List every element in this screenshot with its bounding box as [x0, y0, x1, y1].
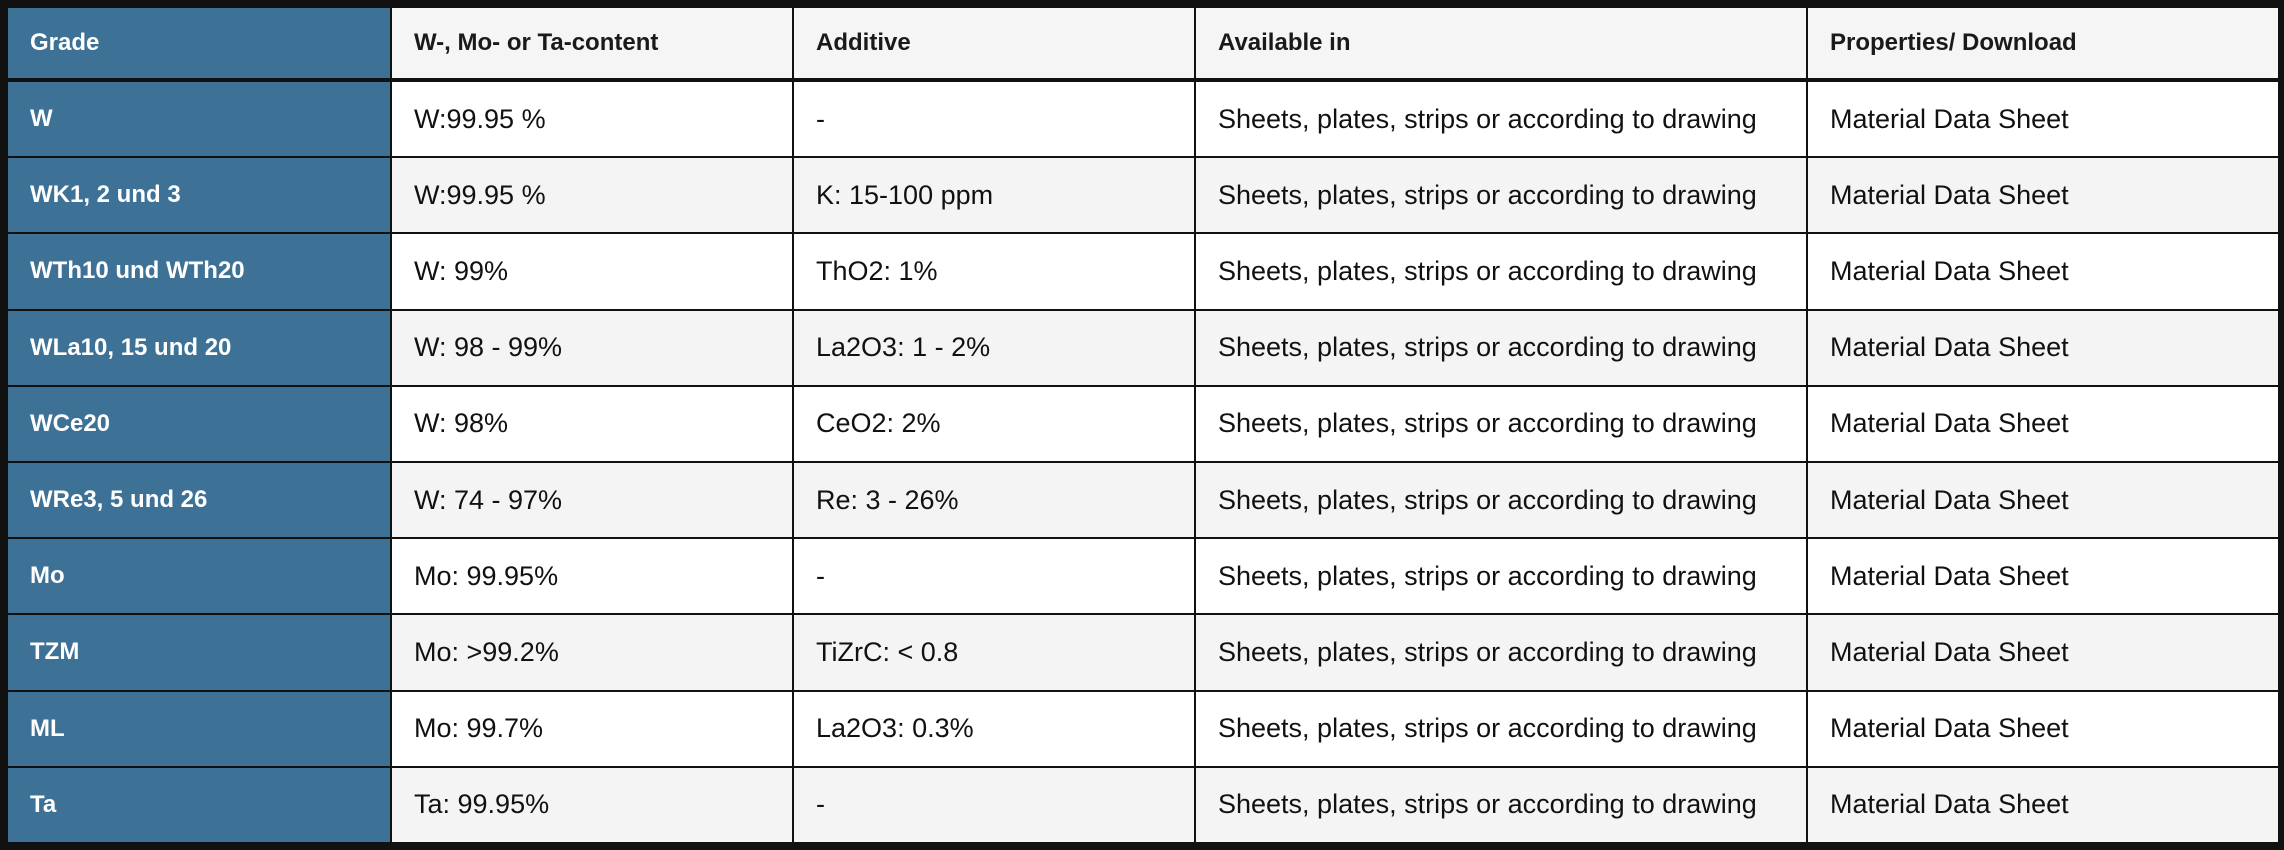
additive-cell: La2O3: 1 - 2% [793, 310, 1195, 386]
grade-cell: WLa10, 15 und 20 [7, 310, 391, 386]
header-row [7, 7, 2279, 80]
available-cell: Sheets, plates, strips or according to drawing [1195, 691, 1807, 767]
additive-cell: K: 15-100 ppm [793, 157, 1195, 233]
available-cell: Sheets, plates, strips or according to drawing [1195, 538, 1807, 614]
download-link[interactable]: Material Data Sheet [1807, 462, 2279, 538]
grade-cell: WRe3, 5 und 26 [7, 462, 391, 538]
additive-cell: - [793, 80, 1195, 157]
grade-cell: WCe20 [7, 386, 391, 462]
grade-cell: ML [7, 691, 391, 767]
available-cell: Sheets, plates, strips or according to drawing [1195, 614, 1807, 690]
content-cell: W:99.95 % [391, 157, 793, 233]
download-link[interactable]: Material Data Sheet [1807, 233, 2279, 309]
table-row [7, 538, 2279, 614]
additive-cell: TiZrC: < 0.8 [793, 614, 1195, 690]
header-properties-download: Properties/ Download [1807, 7, 2279, 80]
table-row [7, 233, 2279, 309]
table-row [7, 691, 2279, 767]
download-link[interactable]: Material Data Sheet [1807, 538, 2279, 614]
table-row [7, 386, 2279, 462]
content-cell: Mo: 99.7% [391, 691, 793, 767]
grade-cell: WK1, 2 und 3 [7, 157, 391, 233]
additive-cell: ThO2: 1% [793, 233, 1195, 309]
grade-cell: WTh10 und WTh20 [7, 233, 391, 309]
download-link[interactable]: Material Data Sheet [1807, 80, 2279, 157]
table-row [7, 462, 2279, 538]
grade-cell: Mo [7, 538, 391, 614]
content-cell: Ta: 99.95% [391, 767, 793, 843]
download-link[interactable]: Material Data Sheet [1807, 157, 2279, 233]
table-header [7, 7, 2279, 80]
table-row [7, 614, 2279, 690]
header-additive: Additive [793, 7, 1195, 80]
table-row [7, 767, 2279, 843]
additive-cell: CeO2: 2% [793, 386, 1195, 462]
table-row [7, 80, 2279, 157]
grade-cell: TZM [7, 614, 391, 690]
grade-cell: Ta [7, 767, 391, 843]
available-cell: Sheets, plates, strips or according to drawing [1195, 310, 1807, 386]
additive-cell: - [793, 767, 1195, 843]
content-cell: Mo: 99.95% [391, 538, 793, 614]
download-link[interactable]: Material Data Sheet [1807, 614, 2279, 690]
table-body [7, 80, 2279, 843]
additive-cell: La2O3: 0.3% [793, 691, 1195, 767]
content-cell: W: 98 - 99% [391, 310, 793, 386]
available-cell: Sheets, plates, strips or according to drawing [1195, 80, 1807, 157]
available-cell: Sheets, plates, strips or according to drawing [1195, 767, 1807, 843]
available-cell: Sheets, plates, strips or according to drawing [1195, 386, 1807, 462]
grade-cell: W [7, 80, 391, 157]
available-cell: Sheets, plates, strips or according to drawing [1195, 233, 1807, 309]
download-link[interactable]: Material Data Sheet [1807, 691, 2279, 767]
content-cell: W: 99% [391, 233, 793, 309]
header-content: W-, Mo- or Ta-content [391, 7, 793, 80]
table-row [7, 157, 2279, 233]
additive-cell: - [793, 538, 1195, 614]
download-link[interactable]: Material Data Sheet [1807, 386, 2279, 462]
content-cell: Mo: >99.2% [391, 614, 793, 690]
header-grade: Grade [7, 7, 391, 80]
additive-cell: Re: 3 - 26% [793, 462, 1195, 538]
content-cell: W:99.95 % [391, 80, 793, 157]
table-row [7, 310, 2279, 386]
content-cell: W: 74 - 97% [391, 462, 793, 538]
available-cell: Sheets, plates, strips or according to drawing [1195, 462, 1807, 538]
download-link[interactable]: Material Data Sheet [1807, 767, 2279, 843]
available-cell: Sheets, plates, strips or according to drawing [1195, 157, 1807, 233]
header-available-in: Available in [1195, 7, 1807, 80]
download-link[interactable]: Material Data Sheet [1807, 310, 2279, 386]
materials-table [6, 6, 2280, 844]
content-cell: W: 98% [391, 386, 793, 462]
